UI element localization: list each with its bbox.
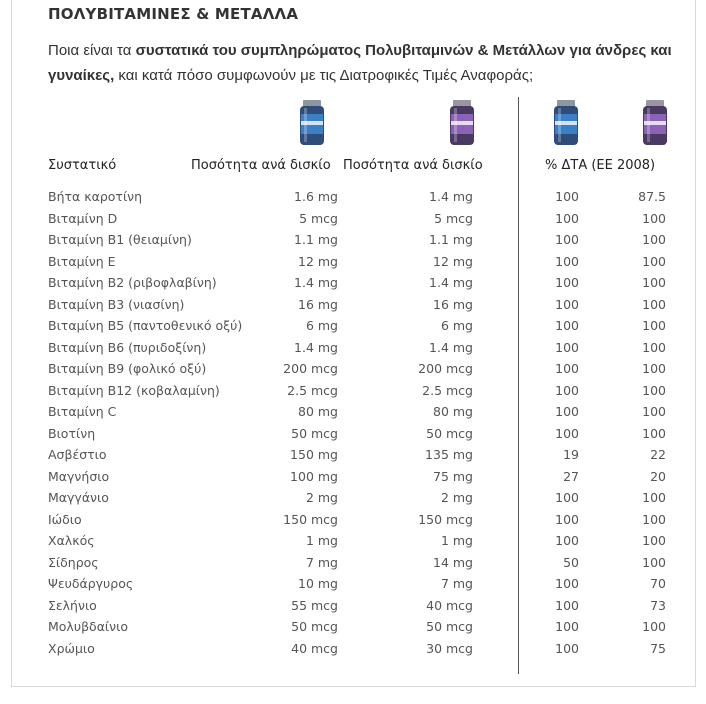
header-ingredient: Συστατικό — [48, 158, 117, 173]
table-row — [0, 576, 706, 597]
rda-men: 100 — [555, 253, 579, 269]
rda-women: 100 — [642, 382, 666, 398]
rda-men: 100 — [555, 490, 579, 505]
quantity-women: 16 mg — [433, 296, 473, 312]
ingredient-name: Βιταμίνη Ε — [48, 253, 116, 269]
table-row — [0, 404, 706, 425]
rda-men: 100 — [555, 339, 579, 355]
header-rda: % ΔΤΑ (ΕΕ 2008) — [545, 158, 656, 173]
rda-men: 19 — [563, 447, 579, 462]
quantity-women: 12 mg — [433, 253, 473, 269]
rda-women: 100 — [642, 511, 666, 527]
quantity-women: 150 mcg — [418, 511, 473, 527]
rda-men: 100 — [555, 619, 579, 634]
ingredient-name: Βιταμίνη Β2 (ριβοφλαβίνη) — [48, 275, 217, 290]
quantity-women: 80 mg — [433, 404, 473, 419]
rda-women: 100 — [642, 490, 666, 505]
rda-women: 22 — [650, 447, 666, 462]
quantity-men: 1 mg — [305, 533, 338, 548]
rda-women: 75 — [650, 640, 666, 656]
table-row — [0, 447, 706, 468]
header-quantity-men: Ποσότητα ανά δισκίο — [191, 158, 331, 173]
rda-women: 100 — [642, 361, 666, 376]
rda-men: 100 — [555, 189, 579, 204]
table-row — [0, 512, 706, 533]
ingredient-name: Βιοτίνη — [48, 425, 96, 441]
ingredient-name: Μολυβδαίνιο — [48, 619, 129, 634]
quantity-men: 5 mcg — [299, 210, 338, 226]
rda-women: 70 — [650, 576, 666, 591]
quantity-men: 50 mcg — [291, 425, 338, 441]
quantity-women: 1.4 mg — [429, 339, 473, 355]
rda-men: 100 — [555, 597, 579, 613]
ingredient-name: Βιταμίνη Β1 (θειαμίνη) — [48, 232, 192, 247]
quantity-women: 1.4 mg — [429, 189, 473, 204]
quantity-women: 75 mg — [433, 468, 473, 484]
header-quantity-women: Ποσότητα ανά δισκίο — [343, 158, 483, 173]
table-row — [0, 555, 706, 576]
quantity-men: 16 mg — [298, 296, 338, 312]
table-row — [0, 232, 706, 253]
rda-women: 100 — [642, 275, 666, 290]
table-row — [0, 340, 706, 361]
rda-men: 100 — [555, 361, 579, 376]
quantity-men: 55 mcg — [291, 597, 338, 613]
intro-paragraph — [48, 38, 678, 88]
quantity-men: 150 mg — [290, 447, 338, 462]
ingredient-name: Χρώμιο — [48, 640, 95, 656]
multivitamin-women-bottle-icon — [448, 100, 476, 146]
quantity-men: 50 mcg — [291, 619, 338, 634]
table-row — [0, 254, 706, 275]
intro-text-start: Ποια είναι τα — [48, 42, 136, 59]
rda-women: 73 — [650, 597, 666, 613]
quantity-women: 30 mcg — [426, 640, 473, 656]
rda-men: 100 — [555, 640, 579, 656]
quantity-men: 150 mcg — [283, 511, 338, 527]
multivitamin-men-bottle-icon — [298, 100, 326, 146]
quantity-women: 1.4 mg — [429, 275, 473, 290]
ingredient-name: Βιταμίνη Β9 (φολικό οξύ) — [48, 361, 207, 376]
ingredient-name: Χαλκός — [48, 533, 95, 548]
quantity-men: 100 mg — [290, 468, 338, 484]
quantity-women: 1.1 mg — [429, 232, 473, 247]
quantity-men: 2 mg — [305, 490, 338, 505]
quantity-women: 1 mg — [440, 533, 473, 548]
multivitamin-men-bottle-icon — [552, 100, 580, 146]
ingredient-name: Βιταμίνη Β12 (κοβαλαμίνη) — [48, 382, 220, 398]
rda-men: 100 — [555, 533, 579, 548]
rda-men: 100 — [555, 511, 579, 527]
rda-women: 100 — [642, 210, 666, 226]
quantity-men: 1.6 mg — [294, 189, 338, 204]
rda-men: 100 — [555, 210, 579, 226]
quantity-men: 10 mg — [298, 576, 338, 591]
table-row — [0, 189, 706, 210]
rda-women: 87.5 — [638, 189, 666, 204]
quantity-men: 12 mg — [298, 253, 338, 269]
quantity-women: 5 mcg — [434, 210, 473, 226]
ingredient-name: Ψευδάργυρος — [48, 576, 134, 591]
table-row — [0, 533, 706, 554]
table-row — [0, 275, 706, 296]
rda-women: 100 — [642, 619, 666, 634]
quantity-women: 2 mg — [440, 490, 473, 505]
intro-text-end: και κατά πόσο συμφωνούν με τις Διατροφικές Τιμές Αναφοράς; — [114, 67, 534, 84]
quantity-women: 50 mcg — [426, 425, 473, 441]
ingredient-name: Σελήνιο — [48, 597, 97, 613]
ingredient-name: Βιταμίνη Β6 (πυριδοξίνη) — [48, 339, 207, 355]
table-row — [0, 361, 706, 382]
multivitamin-women-bottle-icon — [641, 100, 669, 146]
table-row — [0, 598, 706, 619]
ingredient-name: Μαγνήσιο — [48, 468, 110, 484]
rda-women: 100 — [642, 404, 666, 419]
rda-men: 100 — [555, 232, 579, 247]
quantity-women: 50 mcg — [426, 619, 473, 634]
quantity-men: 80 mg — [298, 404, 338, 419]
rda-men: 100 — [555, 275, 579, 290]
table-row — [0, 318, 706, 339]
quantity-women: 2.5 mcg — [422, 382, 473, 398]
quantity-men: 2.5 mcg — [287, 382, 338, 398]
rda-women: 100 — [642, 296, 666, 312]
quantity-men: 1.4 mg — [294, 275, 338, 290]
quantity-men: 6 mg — [305, 318, 338, 333]
rda-women: 100 — [642, 232, 666, 247]
quantity-women: 7 mg — [440, 576, 473, 591]
rda-men: 50 — [563, 554, 579, 570]
ingredient-name: Ασβέστιο — [48, 447, 107, 462]
ingredient-name: Βιταμίνη C — [48, 404, 117, 419]
rda-men: 100 — [555, 425, 579, 441]
rda-women: 100 — [642, 554, 666, 570]
quantity-women: 14 mg — [433, 554, 473, 570]
table-row — [0, 641, 706, 662]
quantity-women: 40 mcg — [426, 597, 473, 613]
rda-women: 100 — [642, 339, 666, 355]
quantity-women: 6 mg — [440, 318, 473, 333]
table-row — [0, 469, 706, 490]
rda-men: 27 — [563, 468, 579, 484]
table-row — [0, 426, 706, 447]
ingredient-name: Βιταμίνη Β3 (νιασίνη) — [48, 296, 185, 312]
rda-men: 100 — [555, 296, 579, 312]
ingredient-name: Σίδηρος — [48, 554, 99, 570]
rda-women: 20 — [650, 468, 666, 484]
ingredient-name: Βιταμίνη Β5 (παντοθενικό οξύ) — [48, 318, 243, 333]
quantity-men: 1.4 mg — [294, 339, 338, 355]
ingredient-name: Βήτα καροτίνη — [48, 189, 143, 204]
table-row — [0, 490, 706, 511]
rda-men: 100 — [555, 576, 579, 591]
ingredient-name: Βιταμίνη D — [48, 210, 118, 226]
table-row — [0, 619, 706, 640]
ingredient-name: Μαγγάνιο — [48, 490, 109, 505]
rda-women: 100 — [642, 425, 666, 441]
quantity-women: 200 mcg — [418, 361, 473, 376]
rda-women: 100 — [642, 318, 666, 333]
rda-women: 100 — [642, 253, 666, 269]
page-title: ΠΟΛΥΒΙΤΑΜΙΝΕΣ & ΜΕΤΑΛΛΑ — [48, 5, 299, 23]
quantity-men: 1.1 mg — [294, 232, 338, 247]
quantity-men: 40 mcg — [291, 640, 338, 656]
quantity-men: 200 mcg — [283, 361, 338, 376]
rda-men: 100 — [555, 404, 579, 419]
table-row — [0, 383, 706, 404]
rda-men: 100 — [555, 318, 579, 333]
rda-men: 100 — [555, 382, 579, 398]
intro-text-bold: συστατικά του συμπληρώματος Πολυβιταμινών & Μετάλλων για άνδρες και γυναίκες, — [48, 42, 672, 84]
table-row — [0, 297, 706, 318]
quantity-men: 7 mg — [305, 554, 338, 570]
table-row — [0, 211, 706, 232]
rda-women: 100 — [642, 533, 666, 548]
quantity-women: 135 mg — [425, 447, 473, 462]
ingredient-name: Ιώδιο — [48, 511, 82, 527]
